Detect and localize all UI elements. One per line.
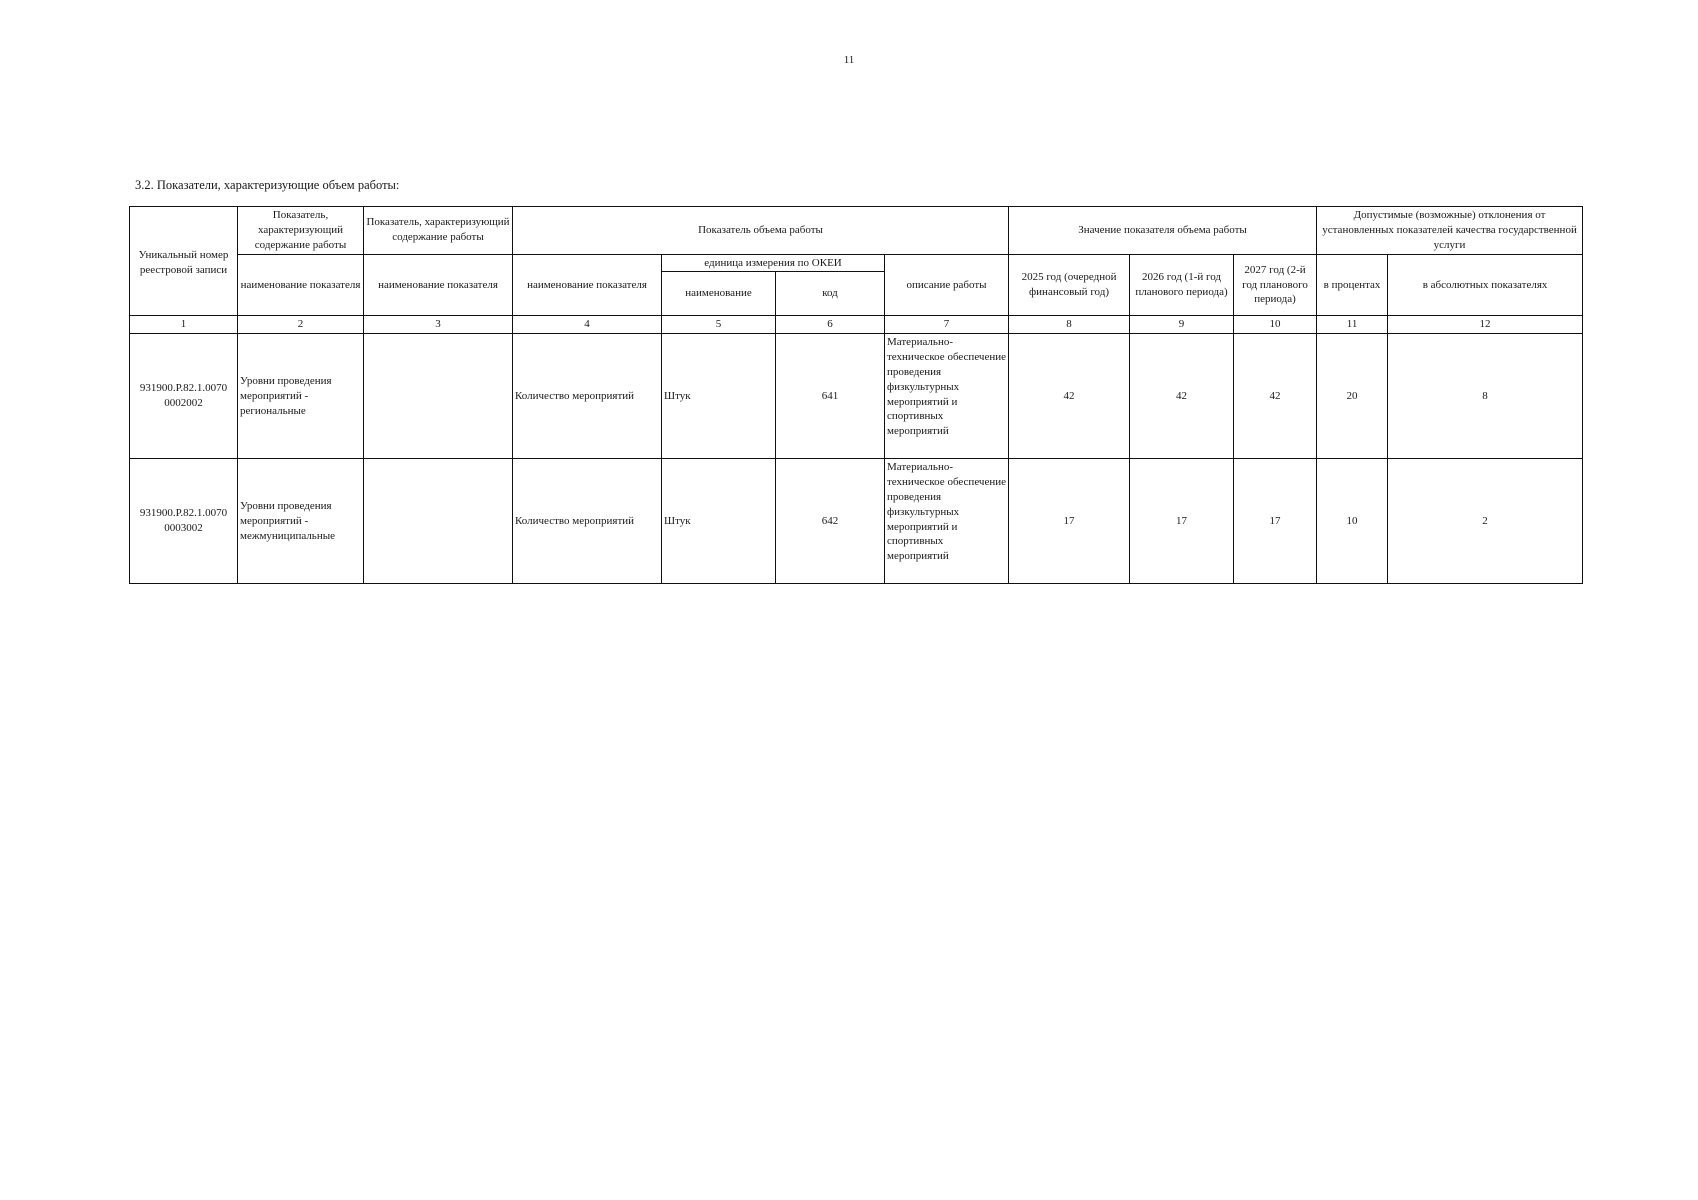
work-description: Материально-техническое обеспечение проведения физкультурных мероприятий и спортивных мероприятий <box>885 459 1009 584</box>
header-volume-indicator: Показатель объема работы <box>513 207 1009 255</box>
column-number: 9 <box>1130 316 1234 334</box>
content-2 <box>364 459 513 584</box>
header-unique-number: Уникальный номер реестровой записи <box>130 207 238 316</box>
unit-code: 642 <box>776 459 885 584</box>
work-description: Материально-техническое обеспечение проведения физкультурных мероприятий и спортивных мероприятий <box>885 334 1009 459</box>
column-number: 6 <box>776 316 885 334</box>
header-indicator-name-1: наименование показателя <box>238 254 364 316</box>
content-1: Уровни проведения мероприятий - региональные <box>238 334 364 459</box>
header-row-middle <box>130 254 1583 272</box>
column-number: 8 <box>1009 316 1130 334</box>
column-number: 10 <box>1234 316 1317 334</box>
value-2026: 17 <box>1130 459 1234 584</box>
table-row <box>130 459 1583 584</box>
deviation-absolute: 2 <box>1388 459 1583 584</box>
header-in-percent: в процентах <box>1317 254 1388 316</box>
unit-name: Штук <box>662 459 776 584</box>
registry-number: 931900.Р.82.1.0070 0003002 <box>130 459 238 584</box>
section-heading: 3.2. Показатели, характеризующие объем работы: <box>135 178 400 192</box>
column-number: 2 <box>238 316 364 334</box>
value-2026: 42 <box>1130 334 1234 459</box>
deviation-absolute: 8 <box>1388 334 1583 459</box>
deviation-percent: 10 <box>1317 459 1388 584</box>
value-2027: 17 <box>1234 459 1317 584</box>
unit-name: Штук <box>662 334 776 459</box>
column-number: 3 <box>364 316 513 334</box>
header-indicator-name-2: наименование показателя <box>364 254 513 316</box>
content-2 <box>364 334 513 459</box>
header-volume-value: Значение показателя объема работы <box>1009 207 1317 255</box>
page-number: 11 <box>843 54 855 66</box>
deviation-percent: 20 <box>1317 334 1388 459</box>
header-row-top <box>130 207 1583 255</box>
header-in-absolute: в абсолютных показателях <box>1388 254 1583 316</box>
value-2027: 42 <box>1234 334 1317 459</box>
column-number: 4 <box>513 316 662 334</box>
header-work-description: описание работы <box>885 254 1009 316</box>
header-okei-unit: единица измерения по ОКЕИ <box>662 254 885 272</box>
table-row <box>130 334 1583 459</box>
header-year-2026: 2026 год (1-й год планового периода) <box>1130 254 1234 316</box>
header-okei-name: наименование <box>662 272 776 316</box>
unit-code: 641 <box>776 334 885 459</box>
registry-number: 931900.Р.82.1.0070 0002002 <box>130 334 238 459</box>
header-okei-code: код <box>776 272 885 316</box>
indicator-name: Количество мероприятий <box>513 334 662 459</box>
header-content-2: Показатель, характеризующий содержание работы <box>364 207 513 255</box>
value-2025: 42 <box>1009 334 1130 459</box>
volume-indicators-table <box>129 206 1583 584</box>
column-number: 7 <box>885 316 1009 334</box>
header-deviations: Допустимые (возможные) отклонения от установленных показателей качества государственной услуги <box>1317 207 1583 255</box>
header-year-2027: 2027 год (2-й год планового периода) <box>1234 254 1317 316</box>
column-number: 12 <box>1388 316 1583 334</box>
header-indicator-name-3: наименование показателя <box>513 254 662 316</box>
column-number: 1 <box>130 316 238 334</box>
indicator-name: Количество мероприятий <box>513 459 662 584</box>
header-year-2025: 2025 год (очередной финансовый год) <box>1009 254 1130 316</box>
column-number: 11 <box>1317 316 1388 334</box>
column-number-row <box>130 316 1583 334</box>
content-1: Уровни проведения мероприятий - межмуниципальные <box>238 459 364 584</box>
column-number: 5 <box>662 316 776 334</box>
value-2025: 17 <box>1009 459 1130 584</box>
header-content-1: Показатель, характеризующий содержание работы <box>238 207 364 255</box>
